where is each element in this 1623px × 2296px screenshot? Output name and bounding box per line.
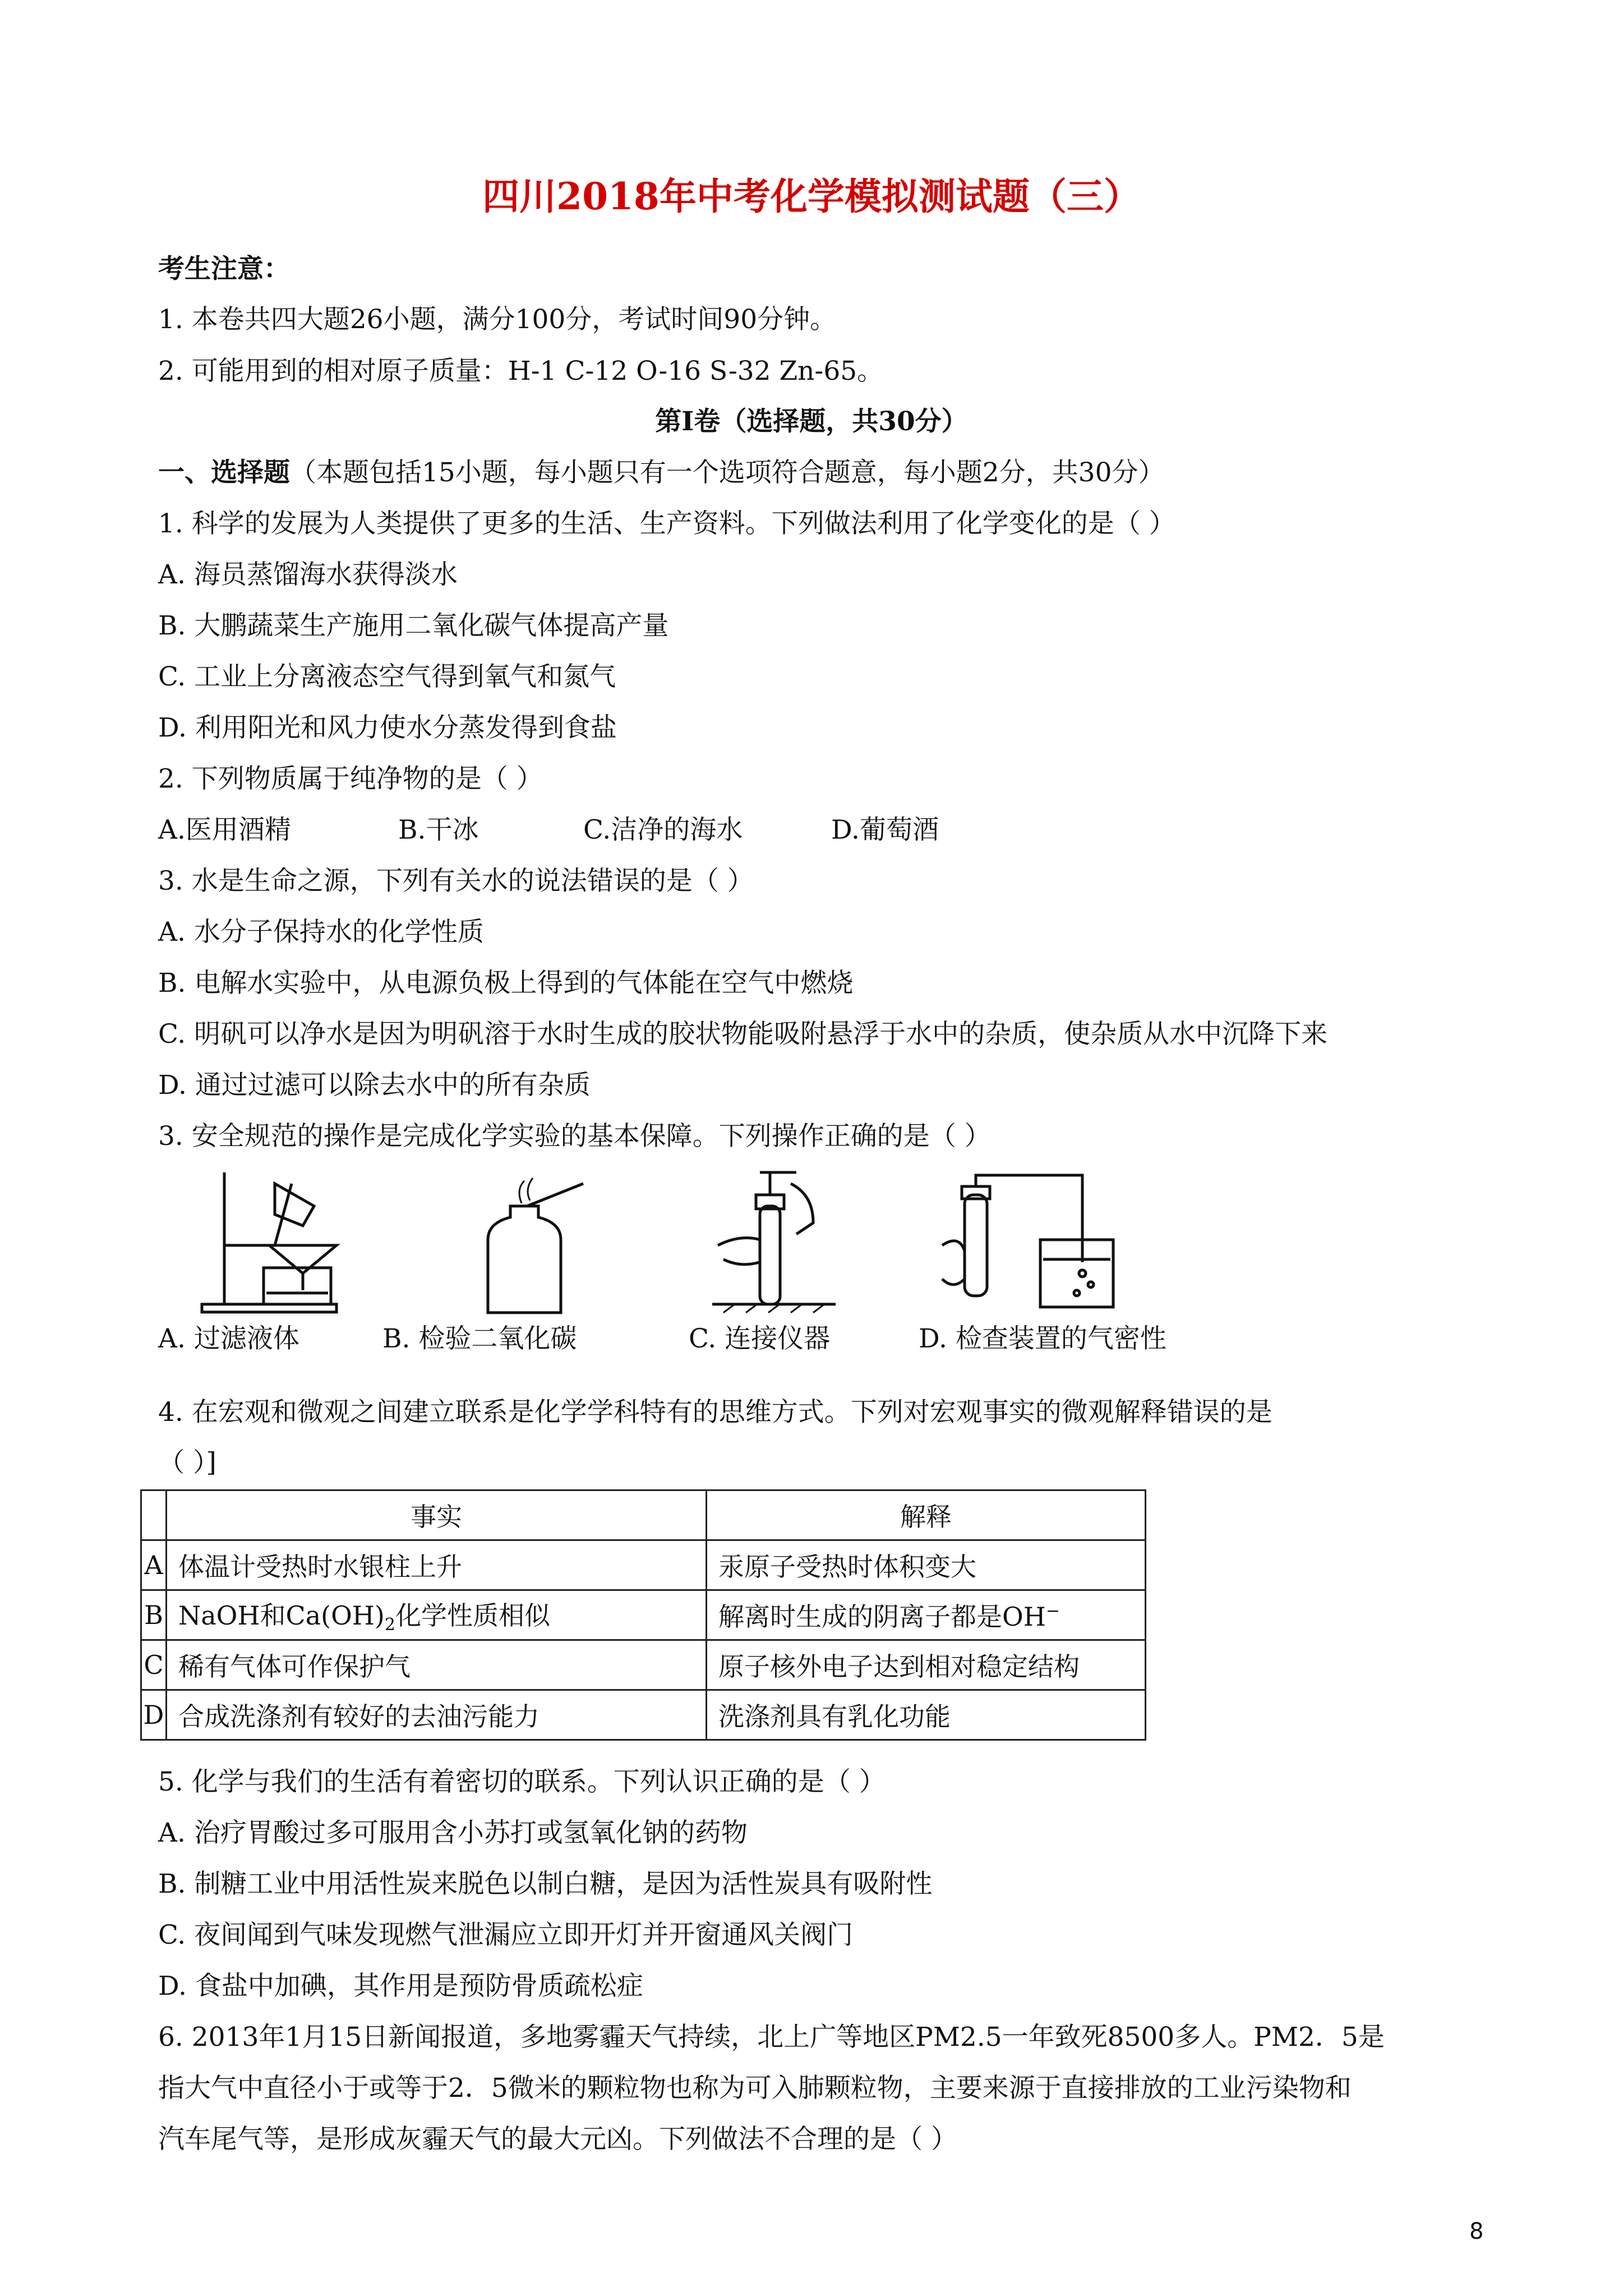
question-stem: 5. 化学与我们的生活有着密切的联系。下列认识正确的是（ ） [158, 1766, 886, 1797]
connect-apparatus-figure [707, 1161, 841, 1318]
fact-cell: 体温计受热时水银柱上升 [167, 1540, 707, 1590]
fact-cell: 合成洗涤剂有较好的去油污能力 [167, 1690, 707, 1740]
page-number: 8 [1469, 2219, 1484, 2244]
question-stem: 3. 水是生命之源，下列有关水的说法错误的是（ ） [158, 866, 754, 896]
question-stem: 6. 2013年1月15日新闻报道，多地雾霾天气持续，北上广等地区PM2.5一年致死8500多人。PM2．5是 [158, 2022, 1385, 2053]
table-cell [141, 1490, 167, 1540]
superscript: − [1045, 1601, 1060, 1621]
notice-item: 1. 本卷共四大题26小题，满分100分，考试时间90分钟。 [158, 304, 837, 335]
fact-text: 化学性质相似 [395, 1600, 550, 1631]
option-b: B.干冰 [398, 815, 479, 845]
option-d: D. 通过过滤可以除去水中的所有杂质 [158, 1070, 591, 1101]
question-stem: 4. 在宏观和微观之间建立联系是化学学科特有的思维方式。下列对宏观事实的微观解释错误的是 [158, 1397, 1272, 1428]
option-a: A. 海员蒸馏海水获得淡水 [158, 559, 458, 590]
option-d: D. 利用阳光和风力使水分蒸发得到食盐 [158, 712, 617, 743]
table-row [141, 1690, 1146, 1740]
fact-text: NaOH和Ca(OH) [178, 1600, 385, 1631]
row-key: A [141, 1540, 167, 1590]
option-b: B. 大鹏蔬菜生产施用二氧化碳气体提高产量 [158, 610, 669, 641]
option-a: A.医用酒精 [158, 815, 291, 845]
explanation-cell: 原子核外电子达到相对稳定结构 [707, 1640, 1146, 1690]
explanation-cell: 汞原子受热时体积变大 [707, 1540, 1146, 1590]
question-stem-continued: （ ）] [158, 1447, 216, 1478]
notice-item: 2. 可能用到的相对原子质量：H-1 C-12 O-16 S-32 Zn-65。 [158, 356, 884, 386]
option-a: A. 治疗胃酸过多可服用含小苏打或氢氧化钠的药物 [158, 1818, 748, 1848]
gas-bottle-test-figure [471, 1172, 594, 1318]
notice-heading: 考生注意： [158, 254, 290, 284]
explanation-text: 解离时生成的阴离子都是OH [718, 1602, 1046, 1632]
option-d: D. 检查装置的气密性 [919, 1323, 1166, 1354]
option-a: A. 水分子保持水的化学性质 [158, 917, 484, 947]
page-title: 四川2018年中考化学模拟测试题（三） [482, 174, 1141, 218]
option-c: C.洁净的海水 [583, 815, 743, 845]
fact-cell: 稀有气体可作保护气 [167, 1640, 707, 1690]
question-stem-continued: 指大气中直径小于或等于2．5微米的颗粒物也称为可入肺颗粒物，主要来源于直接排放的工业污染物和 [158, 2073, 1352, 2104]
filtration-apparatus-figure [191, 1161, 348, 1318]
row-key: D [141, 1690, 167, 1740]
explanation-cell [707, 1590, 1146, 1640]
table-header-row [141, 1490, 1146, 1540]
option-c: C. 明矾可以净水是因为明矾溶于水时生成的胶状物能吸附悬浮于水中的杂质，使杂质从水中沉降下来 [158, 1019, 1328, 1050]
part-label: 一、选择题 [158, 457, 290, 488]
option-d: D. 食盐中加碘，其作用是预防骨质疏松症 [158, 1971, 643, 2001]
airtightness-check-figure [931, 1161, 1122, 1318]
subscript: 2 [384, 1615, 395, 1635]
column-header-explanation: 解释 [707, 1490, 1146, 1540]
row-key: C [141, 1640, 167, 1690]
option-b: B. 制糖工业中用活性炭来脱色以制白糖，是因为活性炭具有吸附性 [158, 1869, 933, 1899]
option-c: C. 夜间闻到气味发现燃气泄漏应立即开灯并开窗通风关阀门 [158, 1920, 854, 1950]
explanation-cell: 洗涤剂具有乳化功能 [707, 1690, 1146, 1740]
column-header-fact: 事实 [167, 1490, 707, 1540]
table-row [141, 1590, 1146, 1640]
option-c: C. 工业上分离液态空气得到氧气和氮气 [158, 661, 616, 692]
option-c: C. 连接仪器 [689, 1323, 831, 1354]
section-title: 第Ⅰ卷（选择题，共30分） [655, 406, 968, 437]
table-row [141, 1540, 1146, 1590]
table-row [141, 1640, 1146, 1690]
part-heading [158, 456, 1165, 490]
question-stem-continued: 汽车尾气等，是形成灰霾天气的最大元凶。下列做法不合理的是（ ） [158, 2124, 957, 2155]
row-key: B [141, 1590, 167, 1640]
part-desc: （本题包括15小题，每小题只有一个选项符合题意，每小题2分，共30分） [290, 457, 1165, 488]
option-a: A. 过滤液体 [158, 1323, 299, 1354]
option-b: B. 检验二氧化碳 [382, 1323, 577, 1354]
fact-cell [167, 1590, 707, 1640]
facts-table [140, 1489, 1146, 1741]
option-b: B. 电解水实验中，从电源负极上得到的气体能在空气中燃烧 [158, 968, 854, 999]
question-stem: 2. 下列物质属于纯净物的是（ ） [158, 763, 543, 794]
question-stem: 1. 科学的发展为人类提供了更多的生活、生产资料。下列做法利用了化学变化的是（ ） [158, 508, 1175, 539]
question-stem: 3. 安全规范的操作是完成化学实验的基本保障。下列操作正确的是（ ） [158, 1121, 991, 1152]
option-d: D.葡萄酒 [831, 815, 939, 845]
